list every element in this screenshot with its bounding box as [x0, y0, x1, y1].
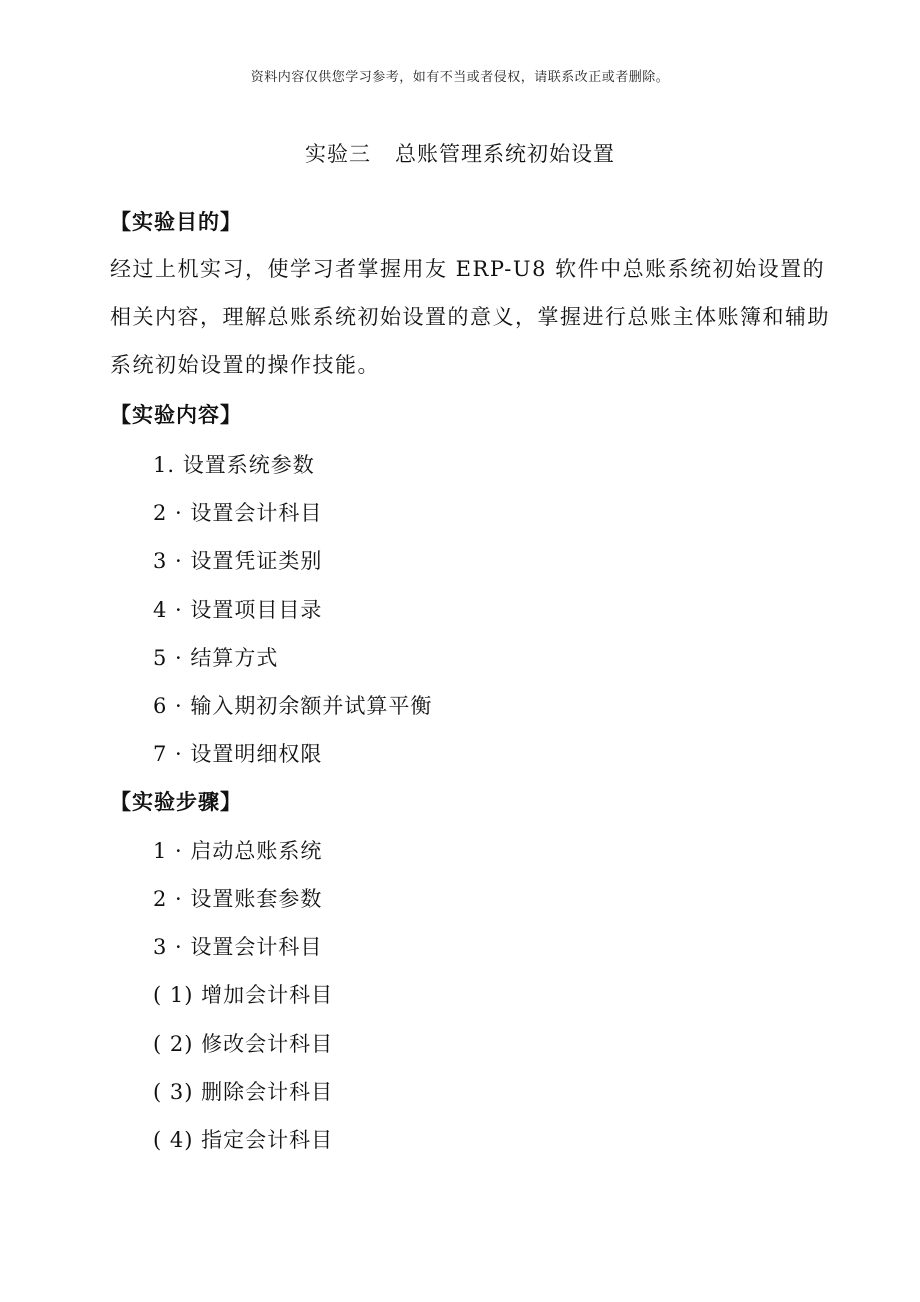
purpose-line-1: 经过上机实习，使学习者掌握用友 ERP-U8 软件中总账系统初始设置的 [110, 257, 826, 281]
purpose-line-3: 系统初始设置的操作技能。 [110, 353, 380, 377]
step-item: ( 4) 指定会计科目 [153, 1128, 334, 1152]
step-item: ( 3) 删除会计科目 [153, 1080, 334, 1104]
content-item: 6 · 输入期初余额并试算平衡 [153, 694, 433, 718]
document-title [0, 138, 920, 168]
step-item: 3 · 设置会计科目 [153, 935, 323, 959]
purpose-line-2: 相关内容，理解总账系统初始设置的意义，掌握进行总账主体账簿和辅助 [110, 305, 830, 329]
content-item: 3 · 设置凭证类别 [153, 549, 323, 573]
purpose-heading: 【实验目的】 [110, 210, 242, 234]
page-disclaimer: 资料内容仅供您学习参考，如有不当或者侵权，请联系改正或者删除。 [250, 70, 670, 85]
title-experiment-name: 总账管理系统初始设置 [395, 142, 615, 166]
content-item: 1. 设置系统参数 [153, 453, 315, 477]
content-item: 7 · 设置明细权限 [153, 742, 323, 766]
content-item: 2 · 设置会计科目 [153, 501, 323, 525]
step-item: ( 2) 修改会计科目 [153, 1032, 334, 1056]
step-item: 2 · 设置账套参数 [153, 887, 323, 911]
title-experiment-number: 实验三 [305, 142, 371, 166]
step-item: 1 · 启动总账系统 [153, 839, 323, 863]
content-item: 5 · 结算方式 [153, 646, 279, 670]
content-heading: 【实验内容】 [110, 403, 242, 427]
step-item: ( 1) 增加会计科目 [153, 983, 334, 1007]
steps-heading: 【实验步骤】 [110, 790, 242, 814]
content-item: 4 · 设置项目目录 [153, 598, 323, 622]
